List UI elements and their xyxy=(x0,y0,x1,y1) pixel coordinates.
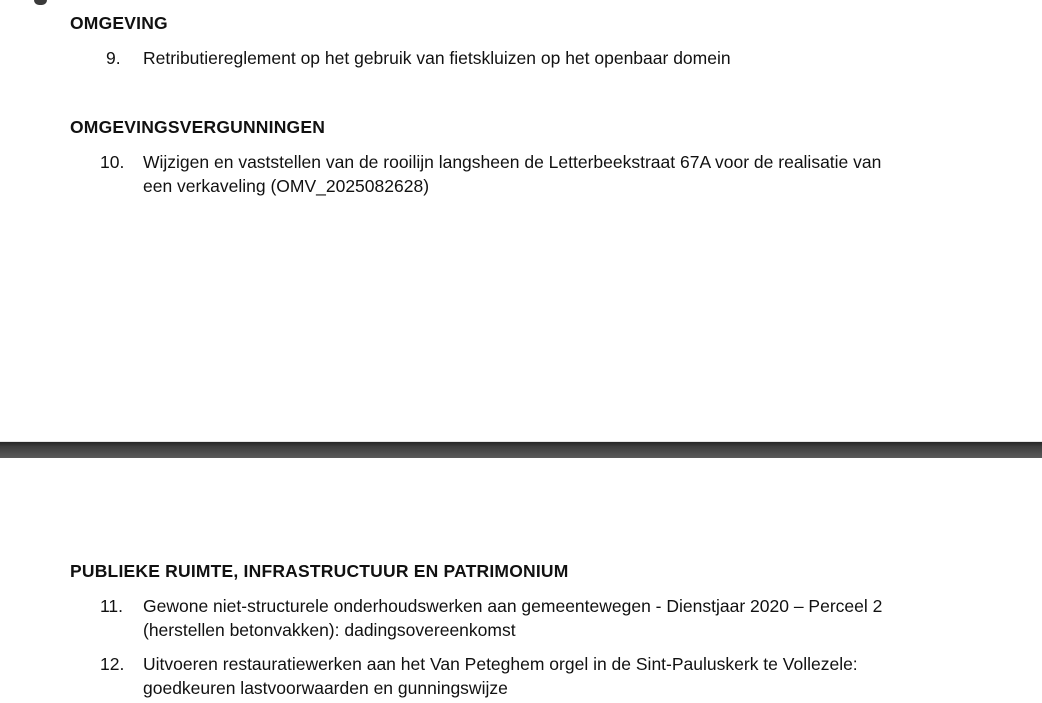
agenda-item-text xyxy=(143,46,731,70)
agenda-item-number: 10. xyxy=(100,152,125,172)
agenda-item-10 xyxy=(100,150,881,198)
agenda-item-text xyxy=(143,594,882,642)
agenda-item-line: een verkaveling (OMV_2025082628) xyxy=(143,176,430,196)
agenda-item-number: 9. xyxy=(106,48,121,68)
agenda-item-line: Retributiereglement op het gebruik van fietskluizen op het openbaar domein xyxy=(143,48,731,68)
agenda-item-line: Uitvoeren restauratiewerken aan het Van Peteghem orgel in de Sint-Pauluskerk te Vollezele: xyxy=(143,654,858,674)
agenda-item-number: 12. xyxy=(100,654,125,674)
agenda-item-text xyxy=(143,150,881,198)
cutoff-text-artifact xyxy=(34,0,47,5)
agenda-item-text xyxy=(143,652,858,700)
agenda-item-9 xyxy=(100,46,731,70)
agenda-item-number: 11. xyxy=(100,596,124,616)
agenda-item-line: Gewone niet-structurele onderhoudswerken aan gemeentewegen - Dienstjaar 2020 – Perceel 2 xyxy=(143,596,883,616)
section-heading-omgeving: OMGEVING xyxy=(70,13,168,33)
section-heading-omgevingsvergunningen: OMGEVINGSVERGUNNINGEN xyxy=(70,117,326,137)
agenda-item-line: goedkeuren lastvoorwaarden en gunningswijze xyxy=(143,678,508,698)
page-separator-bar xyxy=(0,442,1042,458)
agenda-item-line: (herstellen betonvakken): dadingsovereenkomst xyxy=(143,620,516,640)
agenda-item-12 xyxy=(100,652,858,700)
document-page-bottom xyxy=(0,458,1042,703)
section-heading-publieke-ruimte: PUBLIEKE RUIMTE, INFRASTRUCTUUR EN PATRIMONIUM xyxy=(70,561,569,581)
agenda-item-line: Wijzigen en vaststellen van de rooilijn langsheen de Letterbeekstraat 67A voor de realisatie van xyxy=(143,152,882,172)
agenda-item-11 xyxy=(100,594,882,642)
